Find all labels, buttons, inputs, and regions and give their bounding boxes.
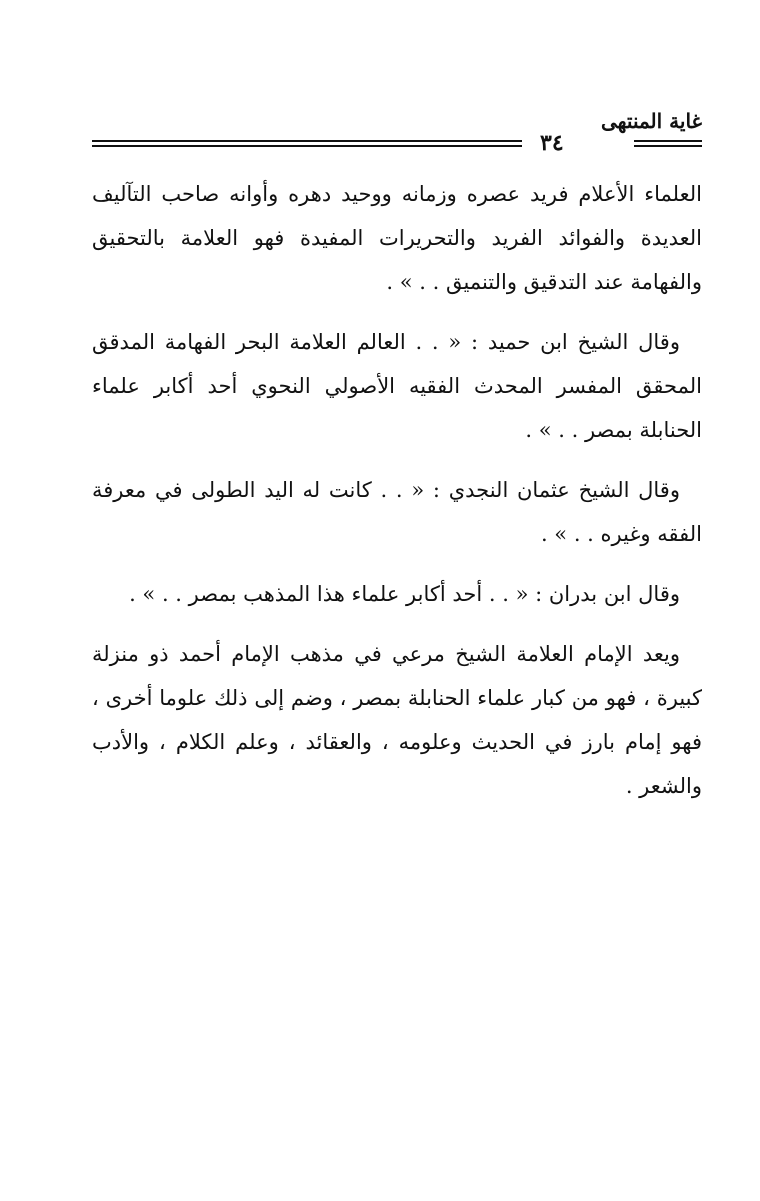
page-header	[92, 108, 702, 156]
header-rule-line	[92, 145, 522, 147]
header-rule-line	[92, 140, 522, 142]
paragraph: وقال الشيخ ابن حميد : « . . العالم العلامة البحر الفهامة المدقق المحقق المفسر المحدث الفقيه الأصولي النحوي أحد أكابر علماء الحنابلة بمصر . . » .	[92, 330, 702, 442]
body-text	[92, 172, 702, 824]
paragraph: ويعد الإمام العلامة الشيخ مرعي في مذهب الإمام أحمد ذو منزلة كبيرة ، فهو من كبار علماء الحنابلة بمصر ، وضم إلى ذلك علوما أخرى ، فهو إمام بارز في الحديث وعلومه ، والعقائد ، وعلم الكلام ، والأدب والشعر .	[92, 642, 702, 798]
page-number: ٣٤	[540, 130, 564, 156]
header-double-rule-short	[634, 138, 702, 148]
header-rule-line	[634, 145, 702, 147]
paragraph: العلماء الأعلام فريد عصره وزمانه ووحيد دهره وأوانه صاحب التآليف العديدة والفوائد الفريد والتحريرات المفيدة فهو العلامة بالتحقيق والفهامة عند التدقيق والتنميق . . » .	[92, 182, 702, 294]
header-double-rule	[92, 138, 522, 148]
paragraph: وقال ابن بدران : « . . أحد أكابر علماء هذا المذهب بمصر . . » .	[129, 582, 680, 606]
header-rule-line	[634, 140, 702, 142]
running-title: غاية المنتهى	[601, 109, 702, 133]
paragraph: وقال الشيخ عثمان النجدي : « . . كانت له اليد الطولى في معرفة الفقه وغيره . . » .	[92, 478, 702, 546]
